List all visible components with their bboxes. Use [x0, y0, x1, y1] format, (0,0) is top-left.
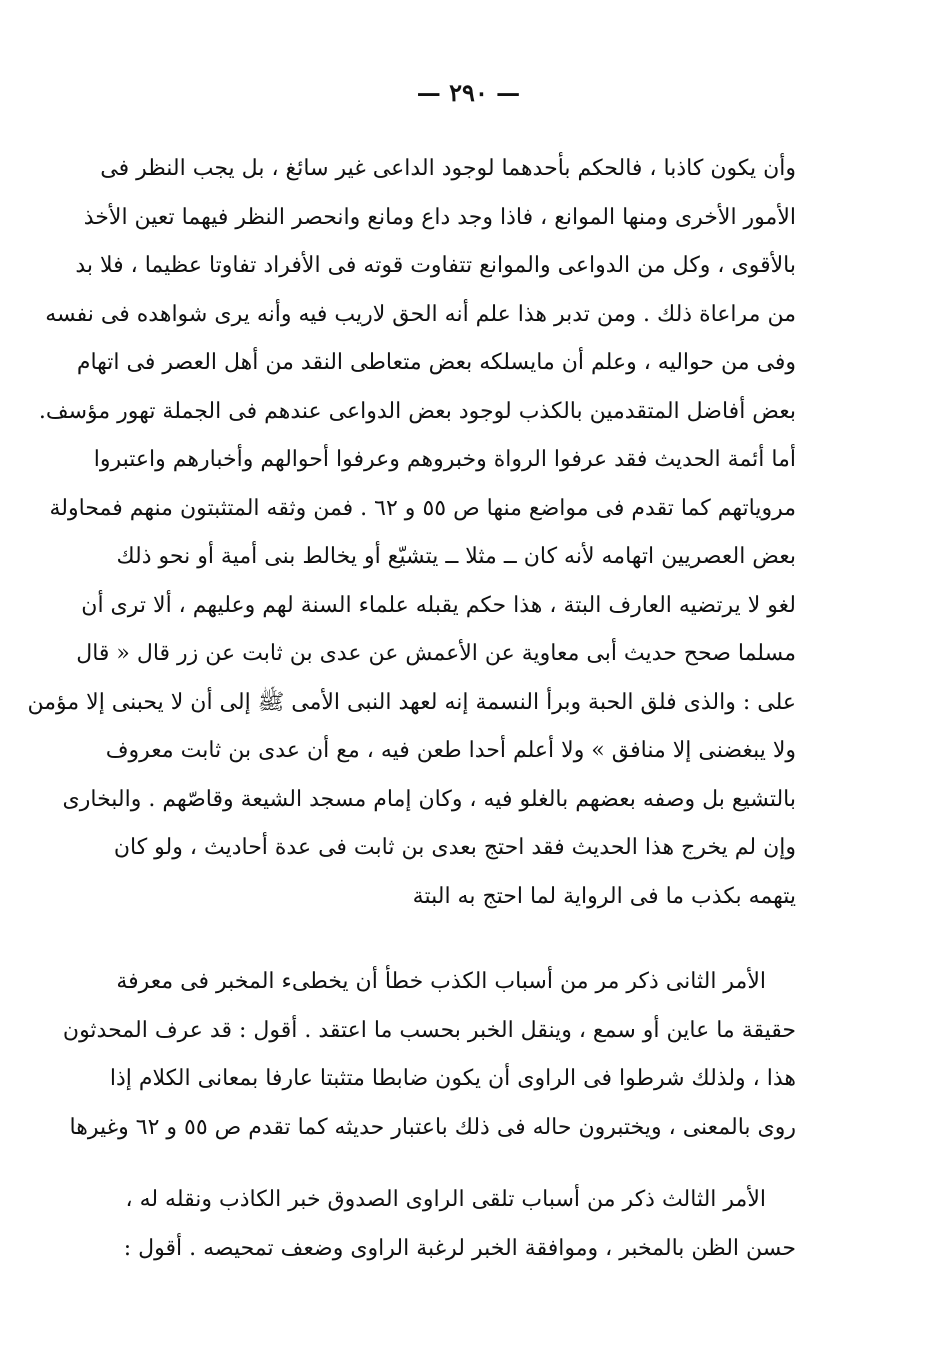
text-line: أما أئمة الحديث فقد عرفوا الرواة وخبروهم وعرفوا أحوالهم وأخبارهم واعتبروا: [93, 447, 796, 472]
text-line: وأن يكون كاذبا ، فالحكم بأحدهما لوجود الداعى غير سائغ ، بل يجب النظر فى: [100, 156, 796, 181]
text-line: بعض العصريين اتهامه لأنه كان ــ مثلا ــ يتشيّع أو يخالط بنى أمية أو نحو ذلك: [116, 544, 796, 569]
text-line: من مراعاة ذلك . ومن تدبر هذا علم أنه الحق لاريب فيه وأنه يرى شواهده فى نفسه: [45, 301, 796, 327]
text-line: وإن لم يخرج هذا الحديث فقد احتج بعدى بن ثابت فى عدة أحاديث ، ولو كان: [113, 835, 796, 860]
text-line: روى بالمعنى ، ويختبرون حاله فى ذلك باعتبار حديثه كما تقدم ص ٥٥ و ٦٢ وغيرها: [69, 1114, 796, 1140]
text-line: يتهمه بكذب ما فى الرواية لما احتج به البتة: [412, 883, 796, 909]
text-line: مروياتهم كما تقدم فى مواضع منها ص ٥٥ و ٦٢ . فمن وثقه المتثبتون منهم فمحاولة: [49, 495, 796, 521]
text-line: بعض أفاضل المتقدمين بالكذب لوجود بعض الدواعى عندهم فى الجملة تهور مؤسف.: [38, 398, 796, 424]
text-line: الأمور الأخرى ومنها الموانع ، فاذا وجد داع ومانع وانحصر النظر فيهما تعين الأخذ: [83, 204, 796, 230]
text-line: لغو لا يرتضيه العارف البتة ، هذا حكم يقبله علماء السنة لهم وعليهم ، ألا ترى أن: [81, 592, 796, 618]
text-line: حسن الظن بالمخبر ، وموافقة الخبر لرغبة الراوى وضعف تمحيصه . أقول :: [123, 1235, 796, 1261]
text-line: مسلما صحح حديث أبى معاوية عن الأعمش عن عدى بن ثابت عن زر قال « قال: [76, 641, 796, 666]
text-line: الأمر الثانى ذكر مر من أسباب الكذب خطأ أن يخطىء المخبر فى معرفة: [116, 969, 766, 994]
text-line: بالتشيع بل وصفه بعضهم بالغلو فيه ، وكان إمام مسجد الشيعة وقاصّهم . والبخارى: [62, 786, 796, 812]
paragraph-1: [27, 145, 796, 921]
page-number: — ٢٩٠ —: [416, 78, 521, 107]
text-line: بالأقوى ، وكل من الدواعى والموانع تتفاوت قوته فى الأفراد تفاوتا عظيما ، فلا بد: [75, 253, 796, 278]
paragraph-3: [123, 1176, 796, 1273]
paragraph-2: [62, 958, 796, 1152]
text-line: الأمر الثالث ذكر من أسباب تلقى الراوى الصدوق خبر الكاذب ونقله له ،: [125, 1187, 766, 1212]
text-line: وفى من حواليه ، وعلم أن مايسلكه بعض متعاطى النقد من أهل العصر فى اتهام: [76, 350, 796, 375]
text-line: على : والذى فلق الحبة وبرأ النسمة إنه لعهد النبى الأمى ﷺ إلى أن لا يحبنى إلا مؤمن: [27, 689, 796, 715]
text-line: هذا ، ولذلك شرطوا فى الراوى أن يكون ضابطا متثبتا عارفا بمعانى الكلام إذا: [109, 1066, 796, 1091]
text-line: حقيقة ما عاين أو سمع ، وينقل الخبر بحسب ما اعتقد . أقول : قد عرف المحدثون: [62, 1017, 796, 1043]
text-line: ولا يبغضنى إلا منافق » ولا أعلم أحدا طعن فيه ، مع أن عدى بن ثابت معروف: [105, 738, 796, 763]
